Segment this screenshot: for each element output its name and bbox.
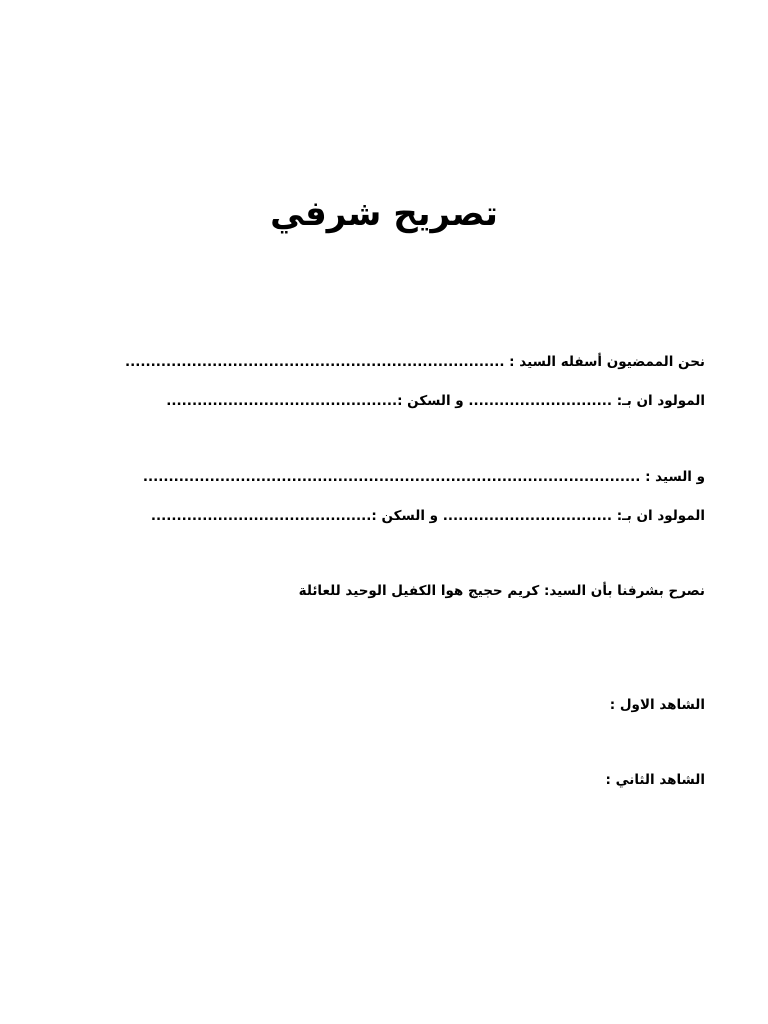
first-signatory-birth-residence-line: المولود ان بـ: ............................ و السكن :............................................. [166, 393, 705, 409]
second-witness-label: الشاهد الثاني : [605, 772, 705, 788]
second-signatory-name-line: و السيد : ................................................................................................. [142, 469, 705, 485]
first-witness-label: الشاهد الاول : [609, 697, 705, 713]
declaration-statement: نصرح بشرفنا بأن السيد: كريم حجيج هوا الكفيل الوحيد للعائلة [298, 583, 705, 599]
document-title: تصريح شرفي [270, 194, 498, 234]
first-signatory-name-line: نحن الممضيون أسفله السيد : .......................................................................... [124, 354, 705, 370]
second-signatory-birth-residence-line: المولود ان بـ: ................................. و السكن :........................................... [150, 508, 705, 524]
